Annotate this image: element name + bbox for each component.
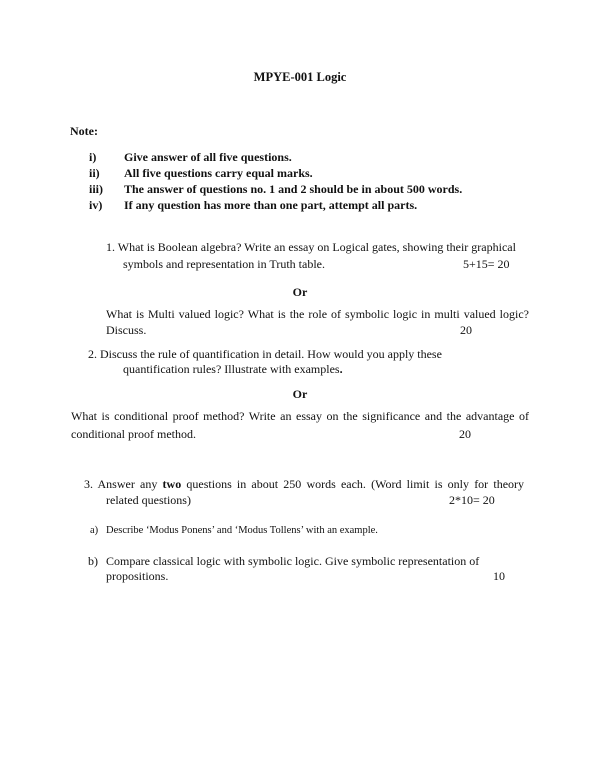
note-label: Note: — [70, 124, 98, 138]
question-3b-line-1: Compare classical logic with symbolic logic. Give symbolic representation of — [106, 554, 480, 568]
question-1-alt-line-2: Discuss. — [106, 323, 147, 337]
question-1-marks: 5+15= 20 — [463, 257, 510, 271]
or-separator-2: Or — [292, 387, 308, 401]
question-3-line-1-post: questions in about 250 words each. (Word limit is only for theory — [186, 477, 525, 491]
question-1-alt-line-1: What is Multi valued logic? What is the role of symbolic logic in multi valued logic? — [106, 307, 529, 321]
question-3-line-1 — [84, 477, 524, 492]
question-3b-label: b) — [88, 554, 98, 568]
rule-text: If any question has more than one part, attempt all parts. — [124, 198, 418, 212]
question-3a-label: a) — [90, 525, 99, 536]
question-1-line-2: symbols and representation in Truth table. — [123, 257, 325, 271]
question-1-alt-marks: 20 — [460, 323, 472, 337]
question-3-line-2: related questions) — [106, 493, 191, 507]
question-3b-line-2: propositions. — [106, 569, 169, 583]
question-2-period: . — [339, 362, 343, 376]
question-2-alt-line-2: conditional proof method. — [71, 427, 196, 441]
question-2-line-2 — [123, 362, 343, 377]
rule-number: i) — [89, 150, 97, 164]
or-separator-1: Or — [292, 285, 308, 299]
rule-number: iii) — [89, 182, 103, 196]
question-1-line-1: 1. What is Boolean algebra? Write an essay on Logical gates, showing their graphical — [106, 240, 516, 254]
rule-text: Give answer of all five questions. — [124, 150, 292, 164]
rule-number: iv) — [89, 198, 103, 212]
page-title: MPYE-001 Logic — [253, 70, 347, 84]
question-3b-marks: 10 — [493, 569, 505, 583]
question-2-alt-marks: 20 — [459, 427, 471, 441]
question-3-emphasis: two — [162, 477, 182, 491]
rule-number: ii) — [89, 166, 100, 180]
question-3-line-1-pre: 3. Answer any — [84, 477, 158, 491]
rule-text: The answer of questions no. 1 and 2 should be in about 500 words. — [124, 182, 463, 196]
question-3-marks: 2*10= 20 — [449, 493, 495, 507]
rule-text: All five questions carry equal marks. — [124, 166, 313, 180]
question-2-line-2-text: quantification rules? Illustrate with examples — [123, 362, 340, 376]
question-3a-text: Describe ‘Modus Ponens’ and ‘Modus Tollens’ with an example. — [106, 525, 378, 536]
question-2-line-1: 2. Discuss the rule of quantification in detail. How would you apply these — [88, 347, 442, 361]
question-2-alt-line-1: What is conditional proof method? Write an essay on the significance and the advantage of — [71, 409, 529, 423]
